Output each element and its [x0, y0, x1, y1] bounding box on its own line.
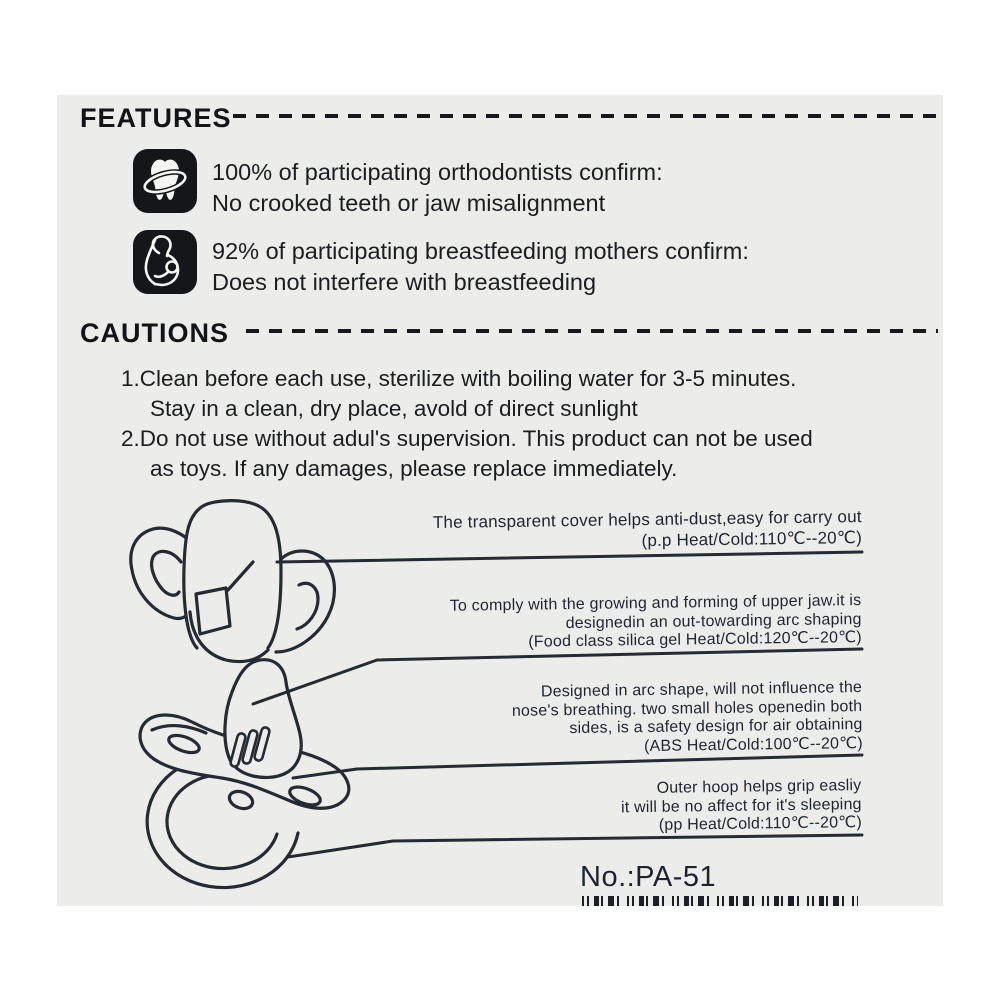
caution-line: 1.Clean before each use, sterilize with boiling water for 3-5 minutes. — [121, 366, 797, 391]
feature-line: 100% of participating orthodontists confirm: — [212, 159, 663, 185]
annotation-line: The transparent cover helps anti-dust,easy for carry out — [432, 507, 862, 532]
annotation-line: it will be no affect for it's sleeping — [621, 795, 863, 816]
model-number: No.:PA-51 — [580, 861, 717, 893]
annotation-line: Outer hoop helps grip easliy — [656, 777, 862, 797]
feature-item — [212, 157, 663, 219]
annotation-line: designedin an out-towarding arc shaping — [565, 610, 863, 632]
features-heading: FEATURES — [80, 103, 232, 133]
callout-line — [293, 755, 862, 778]
feature-line: No crooked teeth or jaw misalignment — [212, 190, 606, 216]
breastfeeding-mother-icon — [132, 229, 198, 295]
annotation-line: nose's breathing. two small holes openedin both — [511, 697, 862, 720]
annotation-outer-hoop — [621, 777, 862, 836]
annotation-line: To comply with the growing and forming of upper jaw.it is — [450, 592, 862, 615]
cautions-list — [121, 364, 813, 484]
callout-line — [277, 552, 862, 562]
annotation-upper-jaw — [450, 592, 862, 653]
cautions-heading: CAUTIONS — [80, 318, 229, 348]
callout-line — [288, 835, 862, 857]
annotation-line: (ABS Heat/Cold:100℃--20℃) — [643, 734, 863, 755]
features-dashed-rule — [233, 114, 938, 118]
feature-line: 92% of participating breastfeeding mothers confirm: — [212, 238, 749, 264]
pacifier-with-cover-illustration — [131, 501, 335, 662]
annotation-line: Designed in arc shape, will not influence the — [540, 679, 862, 701]
feature-line: Does not interfere with breastfeeding — [212, 269, 597, 295]
annotation-line: (pp Heat/Cold:110℃--20℃) — [658, 813, 863, 834]
annotation-arc-shape — [511, 679, 862, 758]
barcode — [582, 896, 858, 906]
annotation-transparent-cover — [433, 506, 862, 554]
cautions-dashed-rule — [246, 329, 938, 333]
tooth-orbit-icon — [132, 148, 198, 214]
caution-line: 2.Do not use without adul's supervision. This product can not be used — [121, 426, 813, 451]
annotation-line: (Food class silica gel Heat/Cold:120℃--20℃) — [528, 628, 863, 651]
caution-line: Stay in a clean, dry place, avold of direct sunlight — [150, 396, 638, 421]
annotation-line: sides, is a safety design for air obtaining — [568, 716, 863, 738]
annotation-line: (p.p Heat/Cold:110℃--20℃) — [641, 527, 863, 551]
feature-item — [212, 236, 749, 298]
caution-line: as toys. If any damages, please replace immediately. — [150, 456, 678, 481]
